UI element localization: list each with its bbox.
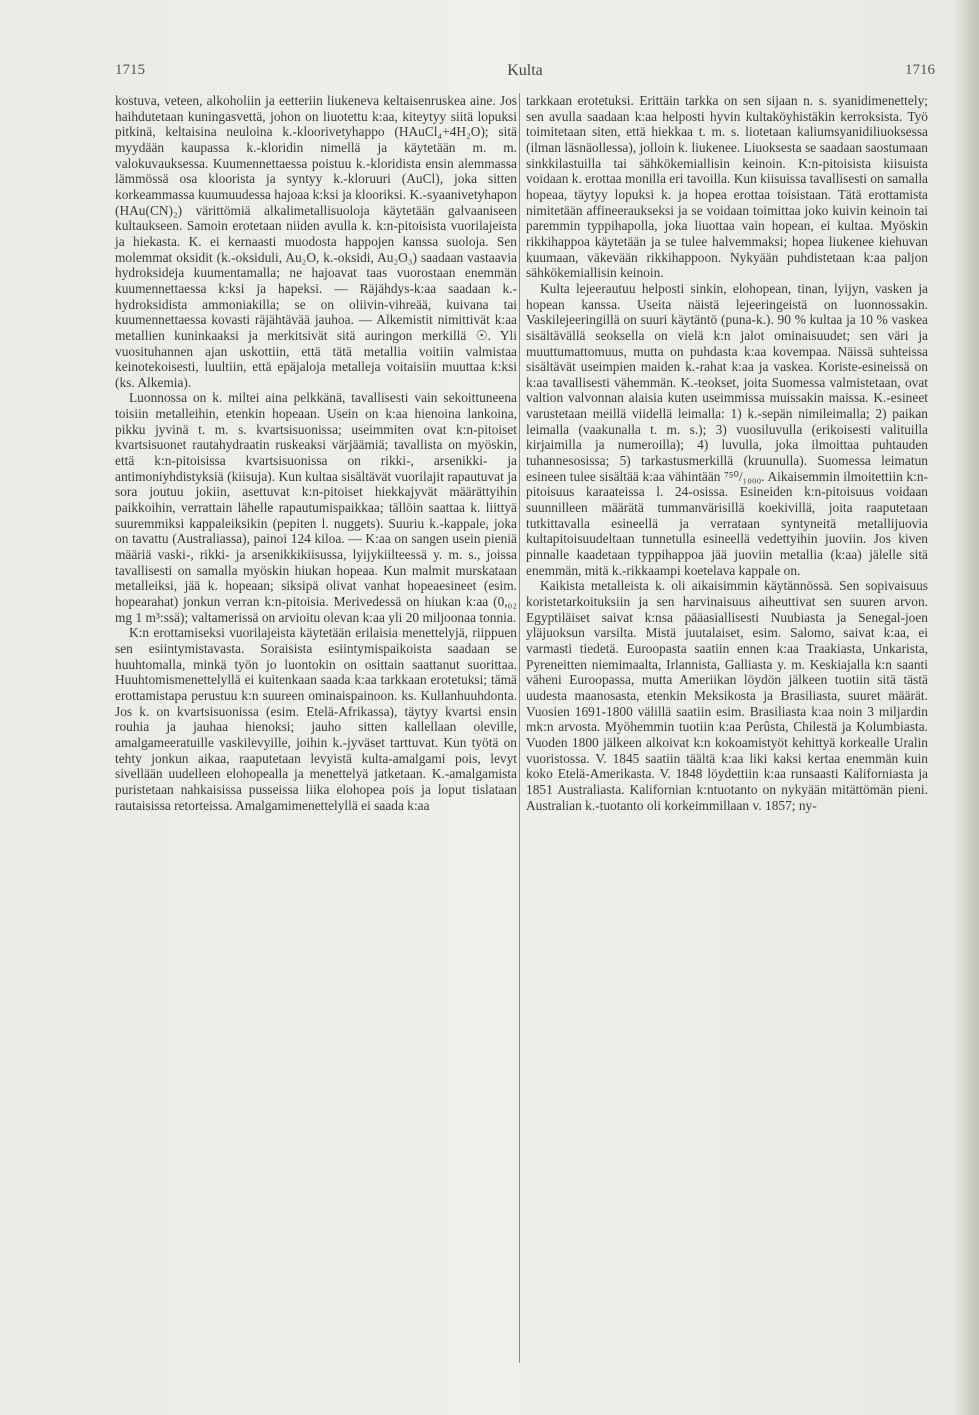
left-page-number: 1715	[115, 62, 145, 78]
left-paragraph-1: kostuva, veteen, alkoholiin ja eetteriin liukeneva keltaisenruskea aine. Jos haihdutetaan kuningasvettä, johon on liuotettu k:aa, kiteytyy siitä lopuksi pitkinä, keltaisina neuloina k.-kloorivetyhappo (HAuCl₄+4H₂O); sitä myydään kaupassa k.-kloridin nimellä ja käytetään m. m. valokuvauksessa. Kuumennettaessa poistuu k.-kloridista ensin alemmassa lämmössä osa kloorista ja syntyy k.-kloruuri (AuCl), joka sitten korkeammassa kuumuudessa hajoaa k:ksi ja klooriksi. K.-syaanivetyhapon (HAu(CN)₂) värittömiä alkalimetallisuoloja käytetään galvaaniseen kultaukseen. Samoin erotetaan niiden avulla k. k:n-pitoisista vuorilajeista ja hiekasta. K. ei kernaasti muodosta happojen kanssa suoloja. Sen molemmat oksidit (k.-oksiduli, Au₂O, k.-oksidi, Au₂O₃) saadaan vastaavia hydroksideja kuumentamalla; ne hajoavat taas vuorostaan enemmän kuumennettaessa k:ksi ja hapeksi. — Räjähdys-k:aa saadaan k.-hydroksidista ammoniakilla; se on oliivin-vihreää, kuivana tai kuumennettaessa kovasti räjähtävää jauhoa. — Alkemistit nimittivät k:aa metallien kuninkaaksi ja merkitsivät sitä auringon merkillä ☉. Yli vuosituhannen ajan uskottiin, että tätä metallia voitiin valmistaa keinotekoisesti, luultiin, että epäjaloja metalleja voitaisiin muuttaa k:ksi (ks. Alkemia).	[115, 93, 517, 390]
right-paragraph-2: Kulta lejeerautuu helposti sinkin, elohopean, tinan, lyijyn, vasken ja hopean kanssa. Useita näistä lejeeringeistä on luonnossakin. Vaskilejeeringillä on suuri käytäntö (puna-k.). 90 % kultaa ja 10 % vaskea sisältävällä seoksella on vielä k:n jalot ominaisuudet; sen väri ja muuttumattomuus, mutta on puhdasta k:aa kovempaa. Näissä suhteissa sisältävät useimpien maiden k.-rahat k:aa ja vaskea. Koriste-esineissä on k:aa tavallisesti vähemmän. K.-teokset, joita Suomessa valmistetaan, ovat valtion valvonnan alaisia kuten useimmissa muissakin maissa. K.-esineet varustetaan meillä viidellä leimalla: 1) k.-sepän nimileimalla; 2) paikan leimalla (vaakunalla t. m. s.); 3) vuosiluvulla (erikoisesti valituilla kirjaimilla ja numeroilla); 4) luvulla, joka ilmoittaa puhtauden tuhannesosissa; 5) tarkastusmerkillä (kruunulla). Suomessa leimatun esineen tulee sisältää k:aa vähintään ⁷⁵⁰/₁₀₀₀. Aikaisemmin ilmoitettiin k:n-pitoisuus karaateissa l. 24-osissa. Esineiden k:n-pitoisuus voidaan suunnilleen määrätä tummanvärisillä koekivillä, joita raaputetaan tutkittavalla esineellä ja verrataan syntyneitä metallijuovia kultapitoisuudeltaan tunnetulla esineellä vedettyihin juoviin. Jos kiven pinnalle kaadetaan typpihappoa jää juoviin metallia (k:aa) jälelle sitä enemmän, mitä k.-rikkaampi koetelava kappale on.	[526, 280, 928, 578]
page-edge-shadow	[953, 0, 979, 1415]
column-divider	[519, 93, 520, 1363]
left-paragraph-2: Luonnossa on k. miltei aina pelkkänä, tavallisesti vain sekoittuneena toisiin metalleihin, etenkin hopeaan. Usein on k:aa hienoina lankoina, pikku jyvinä t. m. s. kvartsisuonissa; useimmiten ovat k:n-pitoiset kvartsisuonet rautahydraatin ruskeaksi värjäämiä; tavallista on myöskin, että k:n-pitoisissa kvartsisuonissa on rikki-, arsenikki- ja antimoniyhdistyksiä (kiisuja). Kun kultaa sisältävät vuorilajit rapautuvat ja sora joutuu jokiin, asettuvat k:n-pitoiset hiekkajyvät määrättyihin paikkoihin, verrattain lähelle rapautumispaikkaa; tällöin saattaa k. liittyä suuremmiksi kappaleiksikin (pepiten l. nuggets). Suuriu k.-kappale, joka on tavattu (Australiassa), painoi 124 kiloa. — K:aa on sangen usein pieniä määriä vaski-, rikki- ja arsenikkikiisussa, lyijykiilteessä y. m. s., joissa tavallisesti on samalla myöskin hiukan hopeaa. Kun malmit murskataan metalleiksi, jää k. hopeaan; siksipä olivat vanhat hopeaesineet (esim. hopearahat) jonkun verran k:n-pitoisia. Merivedessä on hiukan k:aa (0,₀₂ mg 1 m³:ssä); valtamerissä on arvioitu olevan k:aa yli 20 miljoonaa tonnia.	[115, 390, 517, 625]
left-column	[115, 93, 517, 813]
right-column	[526, 93, 928, 813]
right-page-number: 1716	[905, 62, 935, 78]
right-paragraph-3: Kaikista metalleista k. oli aikaisimmin käytännössä. Sen sopivaisuus koristetarkoituksiin ja sen harvinaisuus aiheuttivat sen suuren arvon. Egyptiläiset saivat k:nsa pääasiallisesti Nuubiasta ja Senegal-joen yläjuoksun varsilta. Mistä juutalaiset, esim. Salomo, saivat k:aa, ei varmasti tiedetä. Euroopasta saatiin ennen k:aa Traakiasta, Unkarista, Pyreneitten niemimaalta, Irlannista, Galliasta y. m. Keskiajalla k:n saanti väheni Euroopassa, mutta Ameriikan löydön jälkeen tuotiin sitä tästä uudesta maanosasta, etenkin Meksikosta ja Brasiliasta, suuret määrät. Vuosien 1691-1800 välillä saatiin esim. Brasiliasta k:aa noin 3 miljardin mk:n arvosta. Myöhemmin tuotiin k:aa Perûsta, Chilestä ja Kolumbiasta. Vuoden 1800 jälkeen alkoivat k:n kokoamistyöt kehittyä korkealle Uralin vuoristossa. V. 1845 saatiin täältä k:aa liki kaksi kertaa enemmän kuin koko Etelä-Amerikasta. V. 1848 löydettiin k:aa runsaasti Kaliforniasta ja 1851 Australiasta. Kalifornian k:ntuotanto on nykyään mitättömän pieni. Australian k.-tuotanto oli korkeimmillaan v. 1857; ny-	[526, 578, 928, 813]
right-paragraph-1: tarkkaan erotetuksi. Erittäin tarkka on sen sijaan n. s. syanidimenettely; sen avulla saadaan k:aa helposti hyvin kultaköyhistäkin kerroksista. Työ toimitetaan siten, että hiekkaa t. m. s. liotetaan kaliumsyanidiliuoksessa (ilman läsnäollessa), jolloin k. liukenee. Liuoksesta se saadaan saostumaan sinkkilastuilla tai sähkökemiallisin keinoin. K:n-pitoisista kiisuista voidaan k. erottaa monilla eri tavoilla. Kun kiisuissa tavallisesti on samalla hopeaa, täytyy lopuksi k. ja hopea erottaa toisistaan. Tätä erottamista nimitetään affineeraukseksi ja se voidaan toimittaa joko kuivin keinoin tai paremmin typpihapolla, joka liuottaa vain hopean, ei kultaa. Myöskin rikkihappoa käytetään ja se tulee halvemmaksi; hopea liukenee kiehuvan kuumaan, väkevään rikkihappoon. Nykyään puhdistetaan k:aa paljon sähkökemiallisin keinoin.	[526, 93, 928, 281]
page-header	[115, 62, 935, 86]
left-paragraph-3: K:n erottamiseksi vuorilajeista käytetään erilaisia menettelyjä, riippuen sen esiintymistavasta. Soraisista esiintymispaikoista saadaan se huuhtomalla, minkä työn jo luontokin on osittain saattanut suorittaa. Huuhtomismenettelyllä ei kuitenkaan saada k:aa tarkkaan erotetuksi; tämä erottamistapa perustuu k:n suureen ominaispainoon. ks. Kullanhuuhdonta. Jos k. on kvartsisuonissa (esim. Etelä-Afrikassa), täytyy kvartsi ensin rouhia ja jauhaa hienoksi; jauho sitten kallellaan oleville, amalgameeratuille vaskilevyille, joihin k.-jyväset tarttuvat. Kun työtä on tehty jonkun aikaa, raaputetaan levyistä kulta-amalgami pois, levyt sivellään uudelleen elohopealla ja menettelyä jatketaan. K.-amalgamista puristetaan nahkaisissa pusseissa liika elohopea pois ja loput tislataan rautaisissa retorteissa. Amalgamimenettelyllä ei saada k:aa	[115, 625, 517, 813]
page-title: Kulta	[507, 62, 543, 79]
